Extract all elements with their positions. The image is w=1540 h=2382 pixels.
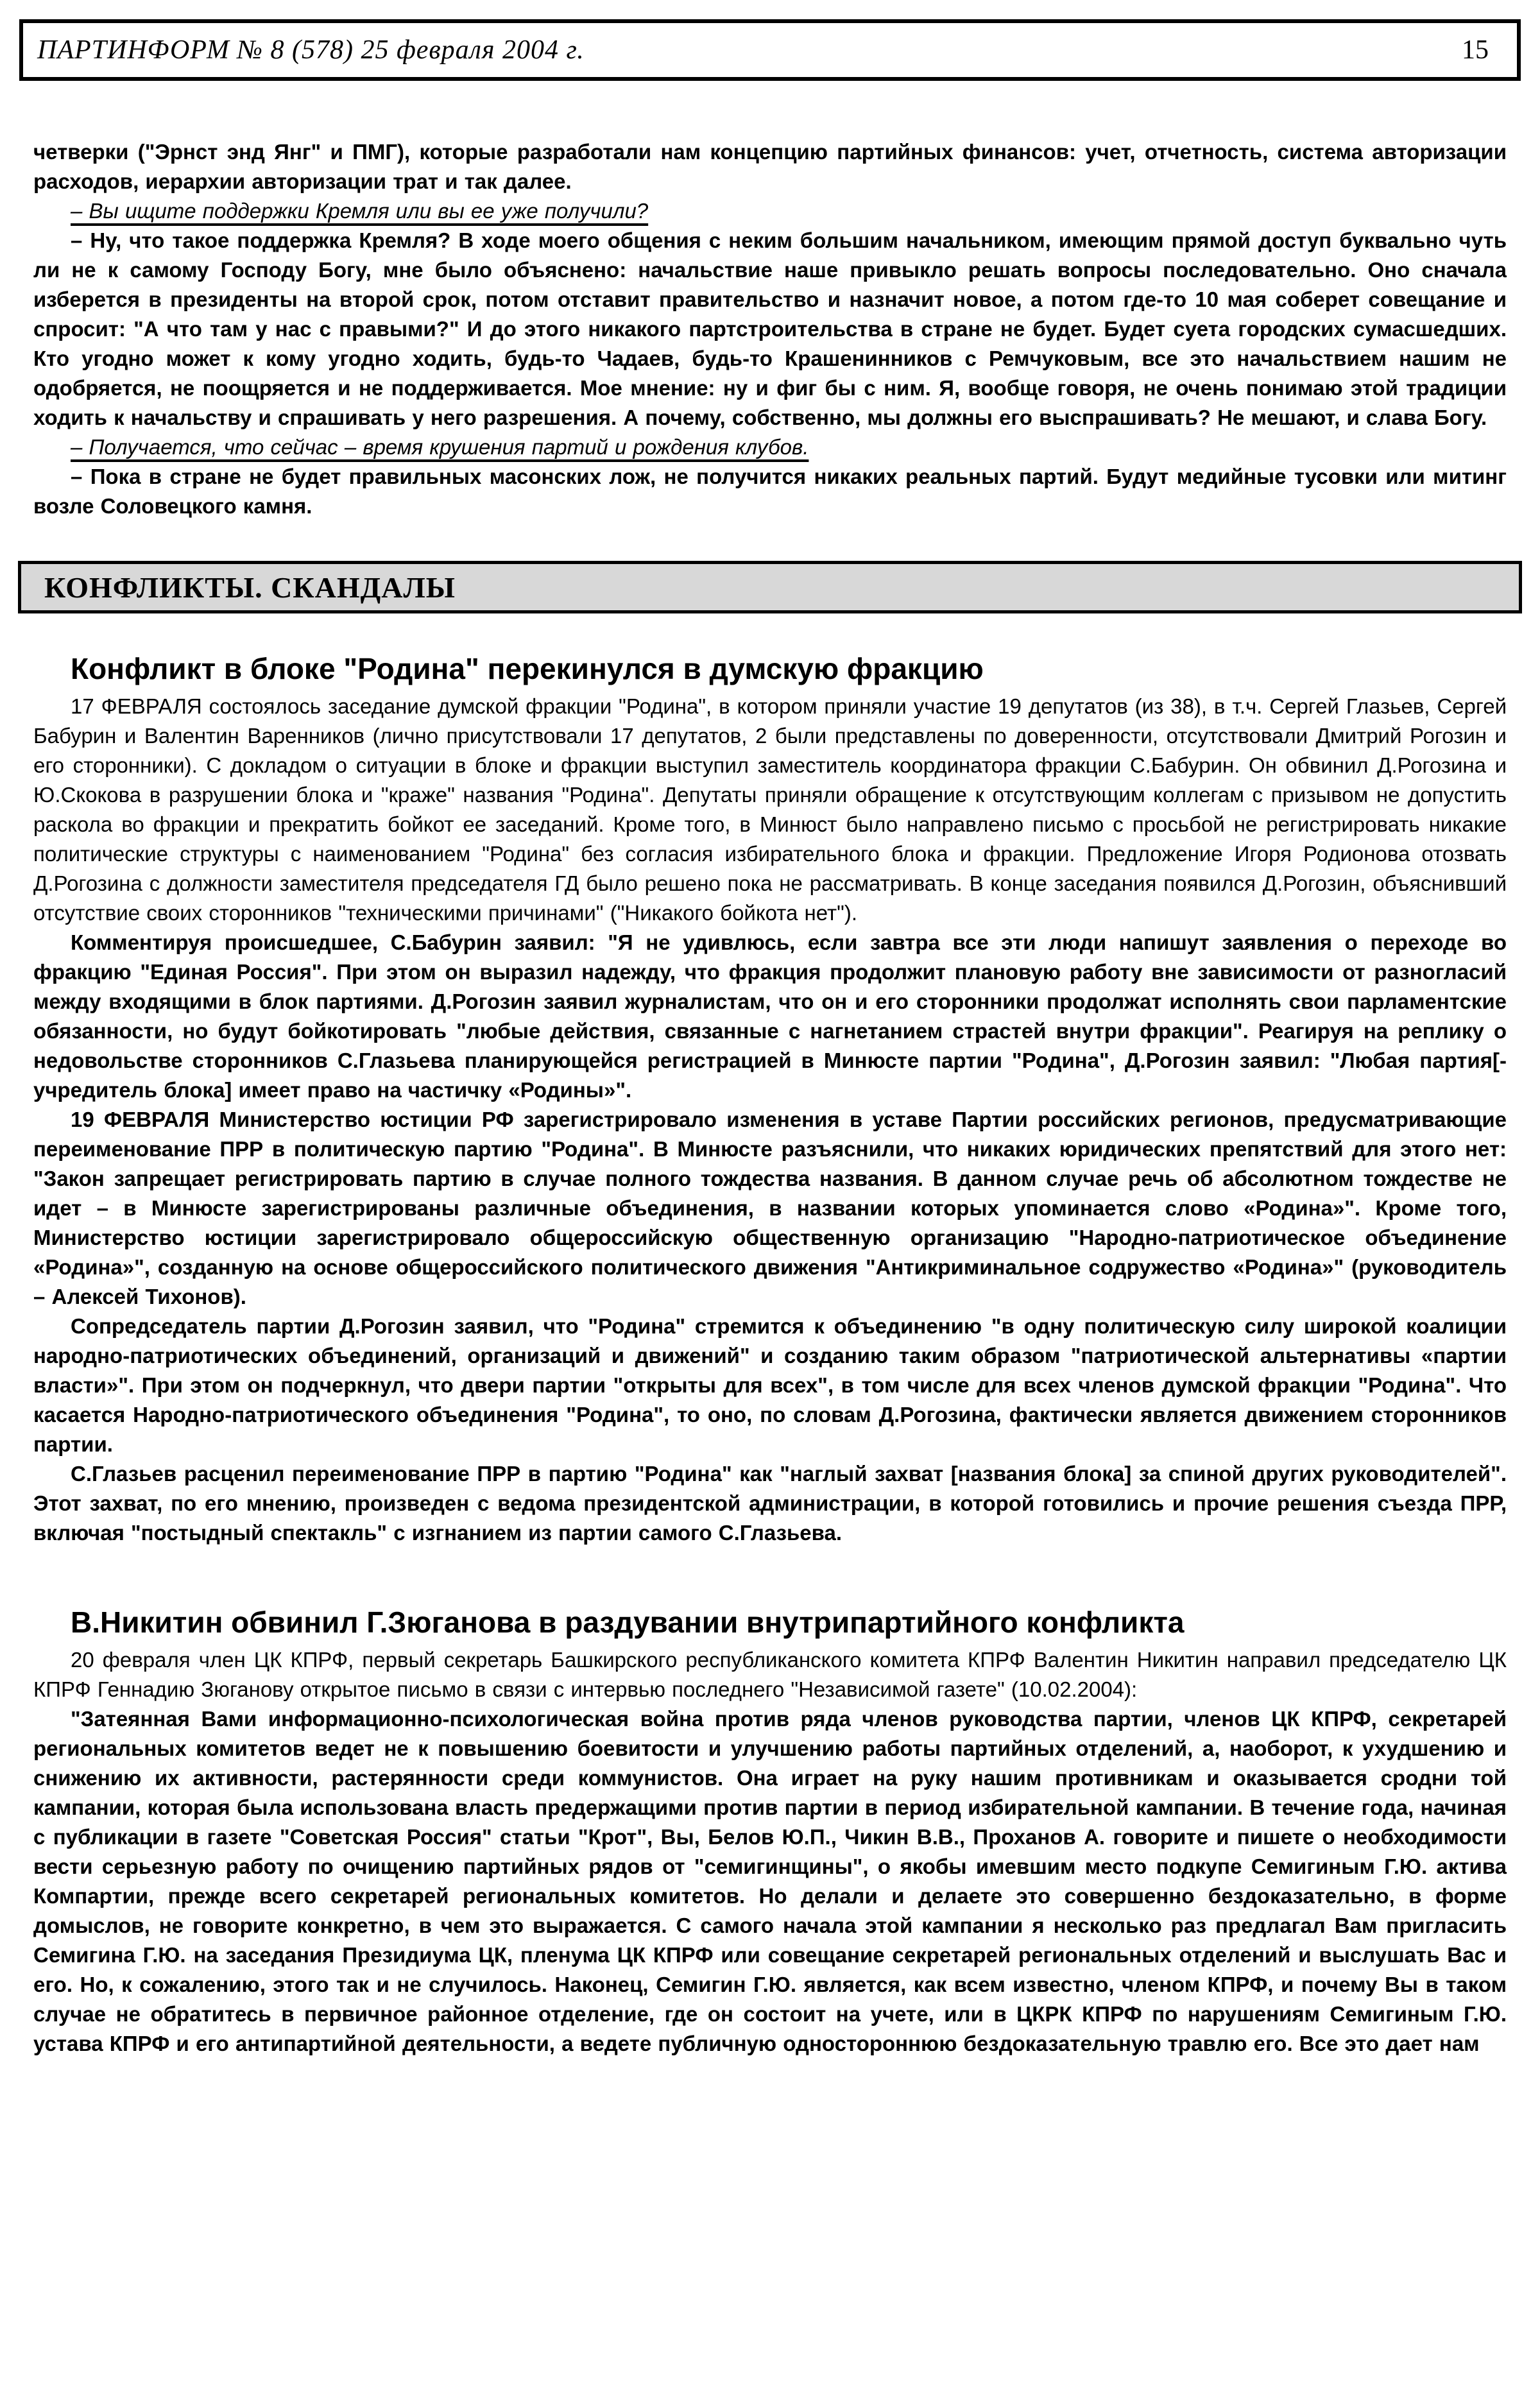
paragraph: – Ну, что такое поддержка Кремля? В ходе моего общения с неким большим начальником, имеющим прямой доступ буквально чуть ли не к самому Господу Богу, мне было объяснено: начальствие наше привыкло решать вопросы последовательно. Оно сначала изберется в президенты на второй срок, потом отставит правительство и назначит новое, а потом где-то 10 мая соберет совещание и спросит: "А что там у нас с правыми?" И до этого никакого партстроительства в стране не будет. Будет суета городских сумасшедших. Кто угодно может к кому угодно ходить, будь-то Чадаев, будь-то Крашенинников с Ремчуковым, все это начальствием нашим не одобряется, не поощряется и не поддерживается. Мое мнение: ну и фиг бы с ним. Я, вообще говоря, не очень понимаю этой традиции ходить к начальству и спрашивать у него разрешения. А почему, собственно, мы должны его выспрашивать? Не мешают, и слава Богу.: [33, 228, 1507, 429]
paragraph: – Вы ищите поддержки Кремля или вы ее уже получили?: [71, 199, 649, 223]
page-body: [0, 81, 1540, 2059]
paragraph: – Получается, что сейчас – время крушения партий и рождения клубов.: [71, 435, 809, 459]
interview-continuation: [33, 137, 1507, 521]
paragraph: Сопредседатель партии Д.Рогозин заявил, что "Родина" стремится к объединению "в одну политическую силу широкой коалиции народно-патриотических объединений, организаций и движений" и созданию таким образом "патриотической альтернативы «партии власти»". При этом он подчеркнул, что двери партии "открыты для всех", в том числе для всех членов думской фракции "Родина". Что касается Народно-патриотического объединения "Родина", то оно, по словам Д.Рогозина, фактически является движением сторонников партии.: [33, 1314, 1507, 1456]
section-banner: [18, 561, 1522, 613]
paragraph: четверки ("Эрнст энд Янг" и ПМГ), которые разработали нам концепцию партийных финансов: учет, отчетность, система авторизации расходов, иерархии авторизации трат и так далее.: [33, 140, 1507, 193]
page-header: [19, 19, 1521, 81]
paragraph: С.Глазьев расценил переименование ПРР в партию "Родина" как "наглый захват [названия блока] за спиной других руководителей". Этот захват, по его мнению, произведен с ведома президентской администрации, в которой готовились и прочие решения съезда ПРР, включая "постыдный спектакль" с изгнанием из партии самого С.Глазьева.: [33, 1462, 1507, 1545]
paragraph: Комментируя происшедшее, С.Бабурин заявил: "Я не удивлюсь, если завтра все эти люди напишут заявления о переходе во фракцию "Единая Россия". При этом он выразил надежду, что фракция продолжит плановую работу вне зависимости от разногласий между входящими в блок партиями. Д.Рогозин заявил журналистам, что он и его сторонники продолжат исполнять свои парламентские обязанности, но будут бойкотировать "любые действия, связанные с нагнетанием страстей внутри фракции". Реагируя на реплику о недовольстве сторонников С.Глазьева планирующейся регистрацией в Минюсте партии "Родина", Д.Рогозин заявил: "Любая партия[-учредитель блока] имеет право на частичку «Родины»".: [33, 930, 1507, 1102]
paragraph: 20 февраля член ЦК КПРФ, первый секретарь Башкирского республиканского комитета КПРФ Валентин Никитин направил председателю ЦК КПРФ Геннадию Зюганову открытое письмо в связи с интервью последнего "Независимой газете" (10.02.2004):: [33, 1648, 1507, 1701]
article-headline: Конфликт в блоке "Родина" перекинулся в думскую фракцию: [71, 652, 984, 685]
paragraph: "Затеянная Вами информационно-психологическая война против ряда членов руководства партии, членов ЦК КПРФ, секретарей региональных комитетов ведет не к повышению боевитости и улучшению работы партийных отделений, а, наоборот, к ухудшению и снижению их активности, растерянности среди коммунистов. Она играет на руку нашим противникам и оказывается сродни той кампании, которая была использована власть предержащими против партии в период избирательной кампании. В течение года, начиная с публикации в газете "Советская Россия" статьи "Крот", Вы, Белов Ю.П., Чикин В.В., Проханов А. говорите и пишете о необходимости вести серьезную работу по очищению партийных рядов от "семигинщины", о якобы имевшим место подкупе Семигиным Г.Ю. актива Компартии, прежде всего секретарей региональных комитетов. Но делали и делаете это совершенно бездоказательно, в форме домыслов, не говорите конкретно, в чем это выражается. С самого начала этой кампании я несколько раз предлагал Вам пригласить Семигина Г.Ю. на заседания Президиума ЦК, пленума ЦК КПРФ или совещание секретарей региональных отделений и выслушать Вас и его. Но, к сожалению, этого так и не случилось. Наконец, Семигин Г.Ю. является, как всем известно, членом КПРФ, и почему Вы в таком случае не обратитесь в первичное районное отделение, где он состоит на учете, или в ЦКРК КПРФ по нарушениям Семигиным Г.Ю. устава КПРФ и его антипартийной деятельности, а ведете публичную одностороннюю бездоказательную травлю его. Все это дает нам: [33, 1707, 1507, 2055]
article-headline: В.Никитин обвинил Г.Зюганова в раздувании внутрипартийного конфликта: [71, 1606, 1185, 1639]
paragraph: 19 ФЕВРАЛЯ Министерство юстиции РФ зарегистрировало изменения в уставе Партии российских регионов, предусматривающие переименование ПРР в политическую партию "Родина". В Минюсте разъяснили, что никаких юридических препятствий для этого нет: "Закон запрещает регистрировать партию в случае полного тождества названия. В данном случае речь об абсолютном тождестве не идет – в Минюсте зарегистрированы различные объединения, в названии которых упоминается слово «Родина»". Кроме того, Министерство юстиции зарегистрировало общероссийскую общественную организацию "Народно-патриотическое объединение «Родина»", созданную на основе общероссийского политического движения "Антикриминальное содружество «Родина»" (руководитель – Алексей Тихонов).: [33, 1108, 1507, 1308]
newsletter-title: ПАРТИНФОРМ № 8 (578) 25 февраля 2004 г.: [37, 35, 585, 65]
article-nikitin-zyuganov: [33, 1604, 1507, 2059]
paragraph: 17 ФЕВРАЛЯ состоялось заседание думской фракции "Родина", в котором приняли участие 19 депутатов (из 38), в т.ч. Сергей Глазьев, Сергей Бабурин и Валентин Варенников (лично присутствовали 17 депутатов, 2 были представлены по доверенности, отсутствовали Дмитрий Рогозин и его сторонники). С докладом о ситуации в блоке и фракции выступил заместитель координатора фракции С.Бабурин. Он обвинил Д.Рогозина и Ю.Скокова в разрушении блока и "краже" названия "Родина". Депутаты приняли обращение к отсутствующим коллегам с призывом не допустить раскола во фракции и прекратить бойкот ее заседаний. Кроме того, в Минюст было направлено письмо с просьбой не регистрировать никакие политические структуры с наименованием "Родина" без согласия избирательного блока и фракции. Предложение Игоря Родионова отозвать Д.Рогозина с должности заместителя председателя ГД было решено пока не рассматривать. В конце заседания появился Д.Рогозин, объяснивший отсутствие своих сторонников "техническими причинами" ("Никакого бойкота нет").: [33, 694, 1507, 925]
section-title: КОНФЛИКТЫ. СКАНДАЛЫ: [44, 570, 456, 604]
article-body: [33, 692, 1507, 1548]
article-rodina-conflict: [33, 651, 1507, 1548]
article-body: [33, 1645, 1507, 2059]
page-number: 15: [1462, 35, 1489, 65]
paragraph: – Пока в стране не будет правильных масонских лож, не получится никаких реальных партий. Будут медийные тусовки или митинг возле Соловецкого камня.: [33, 465, 1507, 518]
